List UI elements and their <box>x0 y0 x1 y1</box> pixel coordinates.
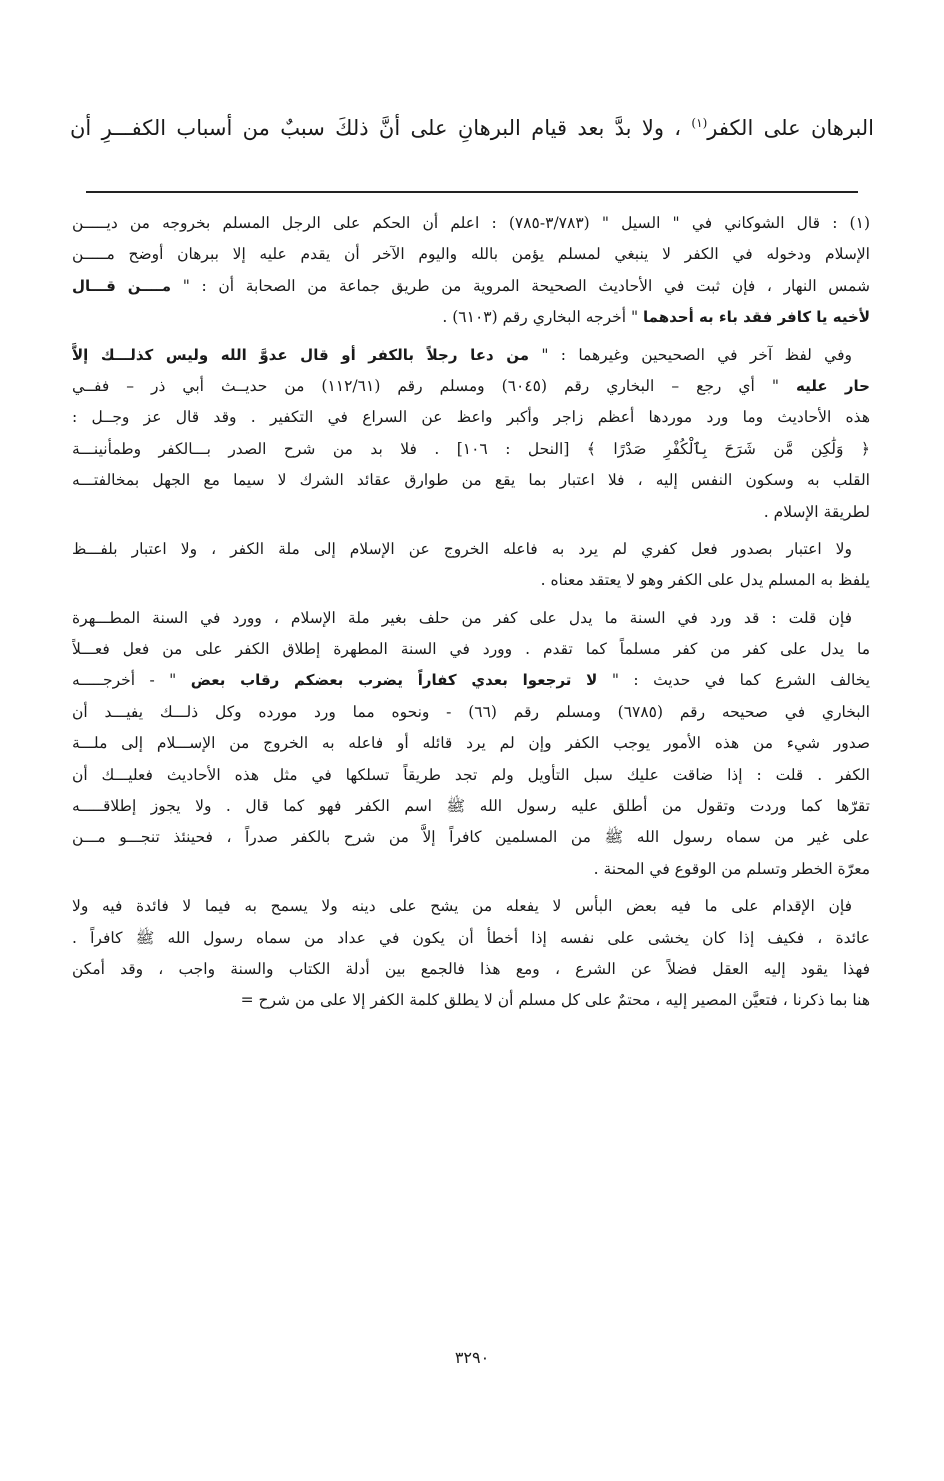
footnote-text: القلب به وسكون النفس إليه ، فلا اعتبار بما يقع من طوارق عقائد الشرك لا سيما مع الجهل بمخالفتـــه <box>72 471 870 490</box>
footnote-text: على غير من سماه رسول الله ﷺ من المسلمين كافراً إلاَّ من شرح بالكفر صدراً ، فحينئذ تنجـــو مـــن <box>72 828 870 847</box>
footnote-line <box>72 271 870 302</box>
footnote-text: معرّة الخطر وتسلم من الوقوع في المحنة . <box>593 859 870 878</box>
footnote-text: يخالف الشرع كما في حديث : " <box>611 671 870 690</box>
footnote-line <box>72 497 870 528</box>
footnote-reference[interactable]: (١) <box>691 116 708 130</box>
main-text-end: ، ولا بدَّ بعد قيام البرهانِ على أنَّ ذلكَ سببٌ من أسباب الكفـــرِ أن <box>70 116 692 140</box>
footnote-text: " - أخرجـــــه <box>72 671 177 690</box>
footnote-text: لطريقة الإسلام . <box>763 502 870 521</box>
footnote-line <box>72 891 870 922</box>
footnote-text: صدور شيء من هذه الأمور يوجب الكفر وإن لم يرد قائله أو فاعله به الخروج من الإســـلام إلى ملـــة <box>72 734 870 753</box>
footnote-line <box>72 465 870 496</box>
footnote-text: البخاري في صحيحه رقم (٦٧٨٥) ومسلم رقم (٦٦) - ونحوه مما ورد مورده وكل ذلـــك يفيـــد أن <box>72 702 870 721</box>
hadith-text: حار عليه <box>796 376 870 395</box>
footnote-paragraph <box>72 534 870 597</box>
footnote-text: وفي لفظ آخر في الصحيحين وغيرهما : " <box>541 345 852 364</box>
footnote-line <box>72 985 870 1016</box>
hadith-text: لأخيه يا كافر فقد باء به أحدهما <box>643 308 870 327</box>
hadith-text: من دعا رجلاً بالكفر أو قال عدوَّ الله وليس كذلـــك إلاَّ <box>72 345 530 364</box>
footnote-line <box>72 534 870 565</box>
footnote-line <box>72 565 870 596</box>
footnote-paragraph <box>72 208 870 334</box>
main-text-start: البرهان على الكفر <box>707 116 874 140</box>
footnote-line <box>72 208 870 239</box>
footnote-line <box>72 728 870 759</box>
footnote-text: الكفر . قلت : إذا ضاقت عليك سبل التأويل ولم تجد طريقاً تسلكها في مثل هذه الأحاديث فعليـــك أن <box>72 765 870 784</box>
footnote-text: هنا بما ذكرنا ، فتعيَّن المصير إليه ، محتمٌ على كل مسلم أن لا يطلق كلمة الكفر إلا على من شرح = <box>240 991 870 1010</box>
footnote-paragraph <box>72 891 870 1017</box>
footnote-text: فإن الإقدام على ما فيه بعض البأس لا يفعله من يشح على دينه ولا يسمح به فيما لا فائدة فيه ولا <box>72 897 852 916</box>
footnote-section <box>72 208 870 1023</box>
footnote-line <box>72 697 870 728</box>
footnote-separator <box>86 191 858 193</box>
footnote-text: فإن قلت : قد ورد في السنة ما يدل على كفر من حلف بغير ملة الإسلام ، وورد في السنة المطـــهرة <box>72 608 852 627</box>
hadith-text: لا ترجعوا بعدي كفاراً يضرب بعضكم رقاب بعض <box>190 671 598 690</box>
footnote-paragraph <box>72 340 870 528</box>
footnote-text: ما يدل على كفر من كفر مسلماً كما تقدم . وورد في السنة المطهرة إطلاق الكفر على من فعل فعـــلاً <box>72 640 870 659</box>
footnote-line <box>72 854 870 885</box>
footnote-line <box>72 302 870 333</box>
footnote-text: ولا اعتبار بصدور فعل كفري لم يرد به فاعله الخروج عن الإسلام إلى ملة الكفر ، ولا اعتبار بلفـــظ <box>72 539 852 558</box>
footnote-line <box>72 603 870 634</box>
footnote-line <box>72 923 870 954</box>
footnote-line <box>72 760 870 791</box>
hadith-text: مــــن قـــال <box>72 276 172 295</box>
footnote-line <box>72 822 870 853</box>
footnote-text: ﴿ وَلَٰكِن مَّن شَرَحَ بِٱلْكُفْرِ صَدْرًا ﴾ [النحل : ١٠٦] . فلا بد من شرح الصدر بـــالكفر وطمأنينـــة <box>72 439 870 458</box>
footnote-text: فهذا يقود إليه العقل فضلاً عن الشرع ، ومع هذا فالجمع بين أدلة الكتاب والسنة واجب ، وقد أمكن <box>72 959 870 978</box>
footnote-line <box>72 434 870 465</box>
page-number: ٣٢٩٠ <box>454 1348 490 1367</box>
footnote-line <box>72 239 870 270</box>
footnote-text: يلفظ به المسلم يدل على الكفر وهو لا يعتقد معناه . <box>540 571 870 590</box>
footnote-paragraph <box>72 603 870 886</box>
footnote-line <box>72 402 870 433</box>
footnote-line <box>72 634 870 665</box>
footnote-text: " أخرجه البخاري رقم (٦١٠٣) . <box>442 308 639 327</box>
footnote-line <box>72 371 870 402</box>
footnote-line <box>72 665 870 696</box>
main-text-line <box>70 108 874 148</box>
footnote-text: " أي رجع – البخاري رقم (٦٠٤٥) ومسلم رقم (١١٢/٦١) من حديــث أبي ذر – ففــي <box>72 376 779 395</box>
footnote-line <box>72 340 870 371</box>
footnote-line <box>72 954 870 985</box>
footnote-line <box>72 791 870 822</box>
footnote-text: تقرّها كما وردت وتقول من أطلق عليه رسول الله ﷺ اسم الكفر فهو كما قال . ولا يجوز إطلاقـــــه <box>72 797 870 816</box>
footnote-text: (١) : قال الشوكاني في " السيل " (٣/٧٨٣-٧٨٥) : اعلم أن الحكم على الرجل المسلم بخروجه من ديـــــن <box>72 214 870 232</box>
footnote-text: شمس النهار ، فإن ثبت في الأحاديث الصحيحة المروية من طريق جماعة من الصحابة أن : " <box>182 276 870 295</box>
footnote-text: عائدة ، فكيف إذا كان يخشى على نفسه إذا أخطأ أن يكون في عداد من سماه رسول الله ﷺ كافراً . <box>72 928 870 947</box>
footnote-text: الإسلام ودخوله في الكفر لا ينبغي لمسلم يؤمن بالله واليوم الآخر أن يقدم عليه إلا ببرهان أوضح مـــــن <box>72 245 870 264</box>
footnote-text: هذه الأحاديث وما ورد موردها أعظم زاجر وأكبر واعظ عن السراع في التكفير . وقد قال عز وجــل : <box>72 408 870 427</box>
